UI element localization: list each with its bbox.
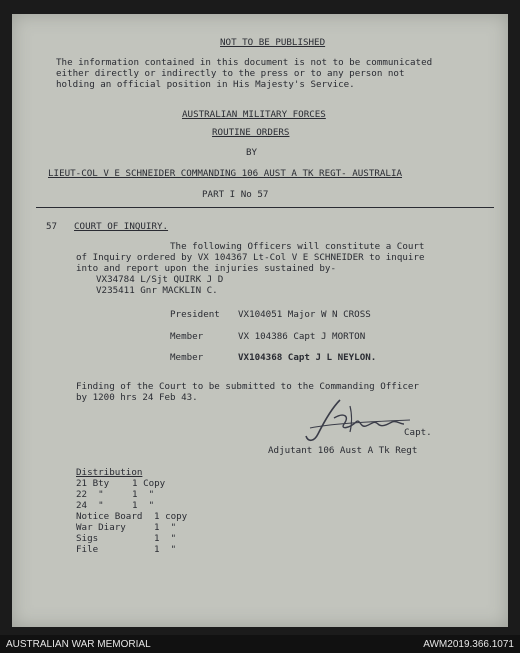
distribution-qty: 1 "	[154, 522, 177, 533]
signature-title: Adjutant 106 Aust A Tk Regt	[268, 445, 418, 456]
member-detail-2: VX 104386 Capt J MORTON	[238, 331, 366, 342]
member-detail-1: VX104051 Major W N CROSS	[238, 309, 371, 320]
distribution-qty: 1 "	[132, 489, 155, 500]
member-role-1: President	[170, 309, 220, 320]
distribution-qty: 1 "	[132, 500, 155, 511]
distribution-qty: 1 "	[154, 544, 177, 555]
member-role-3: Member	[170, 352, 204, 363]
document-page	[12, 14, 508, 627]
order-body-line-4: VX34784 L/Sjt QUIRK J D	[96, 274, 224, 285]
order-number: 57	[46, 221, 58, 232]
notice-line-2: either directly or indirectly to the press or to any person not	[56, 68, 405, 79]
order-heading: COURT OF INQUIRY.	[74, 221, 169, 232]
notice-line-1: The information contained in this document is not to be communicated	[56, 57, 433, 68]
orders-heading: ROUTINE ORDERS	[212, 127, 290, 138]
distribution-to: 21 Bty	[76, 478, 110, 489]
distribution-qty: 1 Copy	[132, 478, 166, 489]
distribution-qty: 1 copy	[154, 511, 188, 522]
finding-line-1: Finding of the Court to be submitted to the Commanding Officer	[76, 381, 419, 392]
signature-rank: Capt.	[404, 427, 432, 438]
finding-line-2: by 1200 hrs 24 Feb 43.	[76, 392, 198, 403]
distribution-to: 22 "	[76, 489, 104, 500]
order-body-line-5: V235411 Gnr MACKLIN C.	[96, 285, 218, 296]
distribution-to: File	[76, 544, 99, 555]
notice-line-3: holding an official position in His Majesty's Service.	[56, 79, 355, 90]
member-role-2: Member	[170, 331, 204, 342]
distribution-to: Sigs	[76, 533, 99, 544]
distribution-qty: 1 "	[154, 533, 177, 544]
header-divider	[36, 207, 494, 208]
order-body-line-2: of Inquiry ordered by VX 104367 Lt-Col V E SCHNEIDER to inquire	[76, 252, 425, 263]
member-detail-3: VX104368 Capt J L NEYLON.	[238, 352, 377, 363]
footer-accession-number: AWM2019.366.1071	[423, 639, 514, 650]
archive-footer	[0, 635, 520, 653]
distribution-to: War Diary	[76, 522, 126, 533]
distribution-heading: Distribution	[76, 467, 143, 478]
footer-institution: AUSTRALIAN WAR MEMORIAL	[6, 639, 151, 650]
org-heading: AUSTRALIAN MILITARY FORCES	[182, 109, 326, 120]
part-number: PART I No 57	[202, 189, 269, 200]
order-body-line-3: into and report upon the injuries sustained by-	[76, 263, 336, 274]
distribution-to: 24 "	[76, 500, 104, 511]
by-heading: BY	[246, 147, 258, 158]
distribution-to: Notice Board	[76, 511, 143, 522]
not-published-heading: NOT TO BE PUBLISHED	[220, 37, 326, 48]
commander-heading: LIEUT-COL V E SCHNEIDER COMMANDING 106 AUST A TK REGT- AUSTRALIA	[48, 168, 403, 179]
order-body-line-1: The following Officers will constitute a Court	[170, 241, 425, 252]
